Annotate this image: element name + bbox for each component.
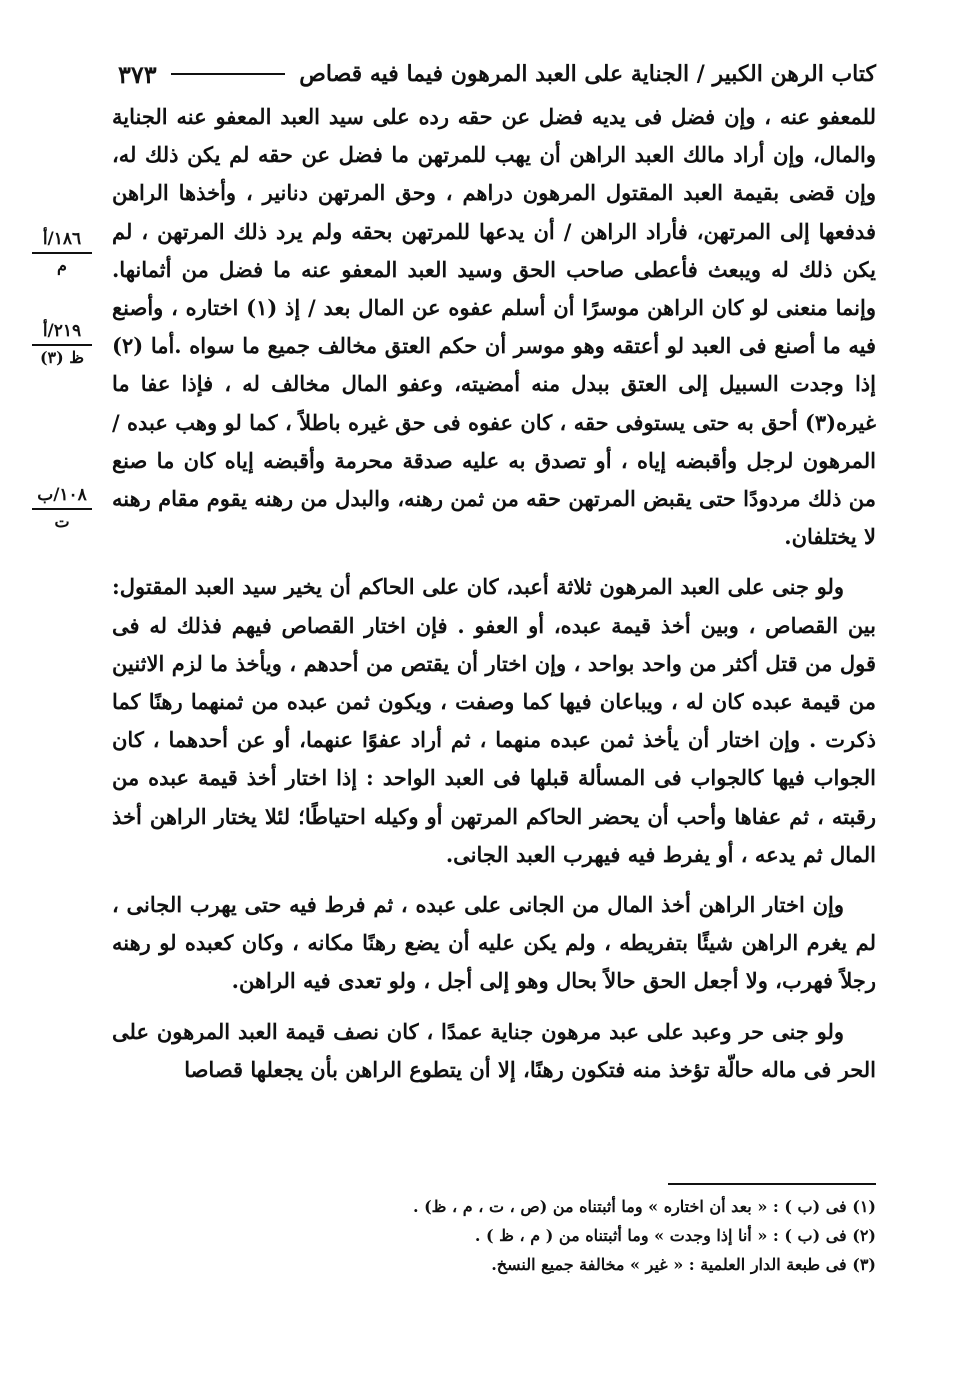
footnote: (١) فى (ب ) : « بعد أن اختاره » وما أثبتناه من (ص ، ت ، م ، ظ) .	[412, 1197, 876, 1216]
margin-note-folio: ٢١٩/أ	[42, 321, 82, 341]
margin-note-rule	[32, 252, 92, 254]
margin-note-folio: ١٠٨/ب	[37, 485, 87, 505]
footnote: (٣) فى طبعة الدار العلمية : « غير » مخالفة جميع النسخ.	[491, 1255, 876, 1274]
margin-note	[26, 484, 98, 532]
margin-note-siglum: ظ (٣)	[39, 348, 85, 367]
footnotes	[300, 1192, 876, 1279]
margin-note-rule	[32, 344, 92, 346]
margin-note	[26, 320, 98, 368]
paragraph: ولو جنى حر وعبد على عبد مرهون جناية عمدًا ، كان نصف قيمة العبد المرهون على الحر فى ماله حالّة تؤخذ منه فتكون رهنًا، إلا أن يتطوع الراهن بأن يجعلها قصاصا	[112, 1018, 876, 1082]
paragraph: للمعفو عنه ، وإن فضل فى يديه فضل عن حقه رده على سيد العبد المعفو عنه الجناية والمال، وإن أراد مالك العبد الراهن أن يهب للمرتهن ما فضل عن حقه لم يكن ذلك له، وإن قضى بقيمة العبد المقتول المرهون دراهم ، وحق المرتهن دنانير ، وأخذها الراهن فدفعها إلى المرتهن، فأراد الراهن / أن يدعها للمرتهن بحقه ولم يرد ذلك المرتهن ، لم يكن ذلك له ويبعث فأعطى صاحب الحق وسيد العبد المعفو عنه ما فضل من أثمانها. وإنما منعنى لو كان الراهن موسرًا أن أسلم عفوه عن المال بعد / إذ (١) اختاره ، وأصنع فيه ما أصنع فى العبد لو أعتقه وهو موسر أن حكم العتق مخالف جميع ما سواه .أما (٢) إذا وجدت السبيل إلى العتق ببدل منه أمضيته، وعفو المال مخالف له ، فإذا عفا ما غيره(٣) أحق به حتى يستوفى حقه ، كان عفوه فى حق غيره باطلاً ، كما لو وهب عبده / المرهون لرجل وأقبضه إياه ، أو تصدق به عليه صدقة محرمة وأقبضه إياه كان ما صنع من ذلك مردودًا حتى يقبض المرتهن حقه من ثمن رهنه، والبدل من رهنه يقوم مقام رهنه لا يختلفان.	[112, 104, 876, 550]
paragraph: وإن اختار الراهن أخذ المال من الجانى على عبده ، ثم فرط فيه حتى يهرب الجانى ، لم يغرم الراهن شيئًا بتفريطه ، ولم يكن عليه أن يضع رهنًا مكانه ، وكان كعبده لو رهنه رجلاً فهرب، ولا أجعل الحق حالاً بحال وهو إلى أجل ، ولو تعدى فيه الراهن.	[112, 892, 876, 994]
running-title: كتاب الرهن الكبير / الجناية على العبد المرهون فيما فيه قصاص	[299, 61, 876, 87]
footnote-rule	[668, 1183, 876, 1185]
main-text	[112, 98, 876, 1089]
page-number: ٣٧٣	[118, 59, 157, 89]
header-rule	[171, 73, 286, 75]
page-header	[118, 56, 876, 92]
paragraph: ولو جنى على العبد المرهون ثلاثة أعبد، كان على الحاكم أن يخير سيد العبد المقتول: بين القصاص ، وبين أخذ قيمة عبده، أو العفو . فإن اختار القصاص فيهم فذلك له فى قول من قتل أكثر من واحد بواحد ، وإن اختار أن يقتص من أحدهم ، ويأخذ ما لزم الاثنين من قيمة عبده كان له ، ويباعان فيها كما وصفت ، ويكون ثمن عبده من ثمنهما رهنًا كما ذكرت . وإن اختار أن يأخذ ثمن عبده منهما ، ثم أراد عفوًا عنهما، أو عن أحدهما ، كان الجواب فيها كالجواب فى المسألة قبلها فى العبد الواحد : إذا اختار أخذ قيمة عبده من رقبته ، ثم عفاها وأحب أن يحضر الحاكم المرتهن أو وكيله احتياطًا؛ لئلا يختار الراهن أخذ المال ثم يدعه ، أو يفرط فيه فيهرب العبد الجانى.	[112, 574, 876, 867]
margin-note-siglum: م	[57, 256, 67, 275]
margin-note-siglum: ت	[54, 512, 70, 531]
footnote: (٢) فى (ب ) : « أنا إذا وجدت » وما أثبتناه من ( م ، ظ ) .	[474, 1226, 876, 1245]
margin-note-folio: ١٨٦/أ	[42, 229, 82, 249]
margin-note-rule	[32, 508, 92, 510]
margin-note	[26, 228, 98, 276]
